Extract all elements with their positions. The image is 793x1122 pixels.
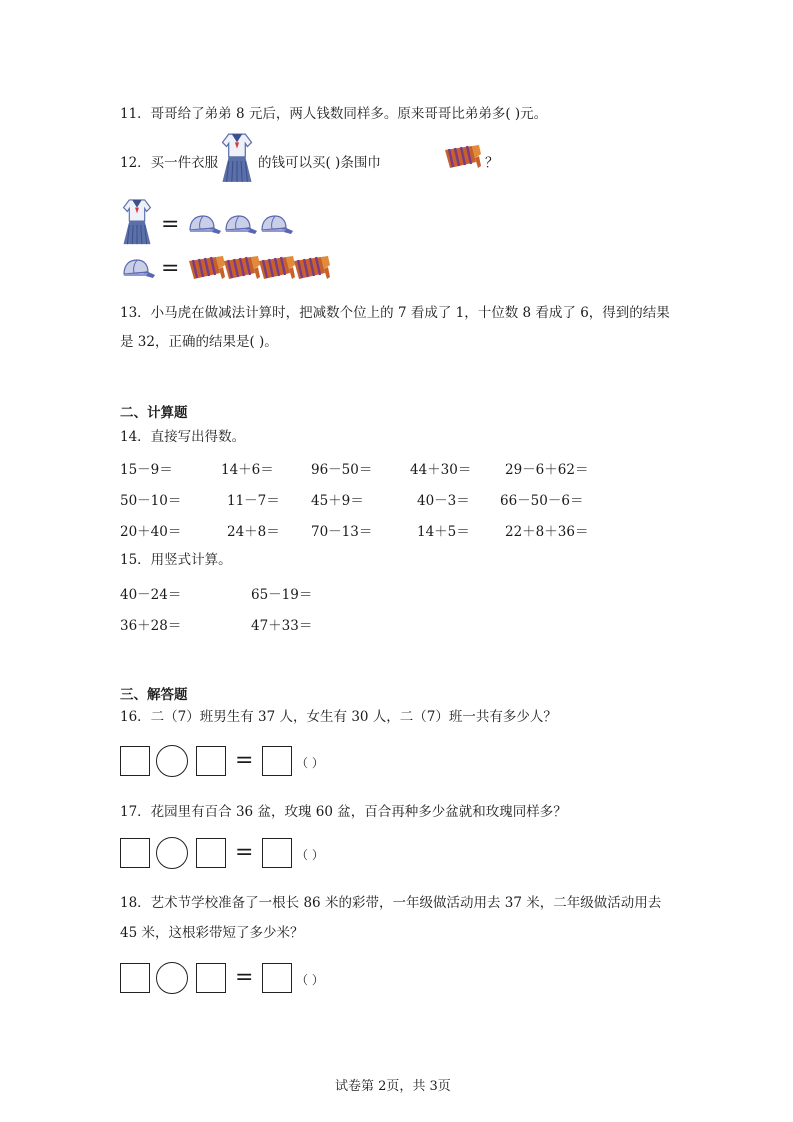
page-footer: 试卷第 2页，共 3页 <box>335 1079 451 1094</box>
result-box[interactable] <box>262 838 292 868</box>
answer-box[interactable] <box>120 963 150 993</box>
question-18-line-1: 18．艺术节学校准备了一根长 86 米的彩带，一年级做活动用去 37 米，二年级做活动用去 <box>120 895 662 911</box>
scarf-icon <box>442 144 482 170</box>
answer-box[interactable] <box>196 746 226 776</box>
equals-sign: = <box>235 748 254 773</box>
exercise: 15－9＝ <box>120 462 173 478</box>
exercise: 22＋8＋36＝ <box>505 524 589 540</box>
question-18-line-2: 45 米，这根彩带短了多少米？ <box>120 925 304 941</box>
question-12-part-3: ？ <box>485 155 499 171</box>
exercise: 29－6＋62＝ <box>505 462 589 478</box>
question-17: 17．花园里有百合 36 盆，玫瑰 60 盆，百合再种多少盆就和玫瑰同样多？ <box>120 804 567 820</box>
question-15: 15．用竖式计算。 <box>120 552 232 568</box>
exercise: 14＋6＝ <box>221 462 274 478</box>
exercise: 45＋9＝ <box>311 493 364 509</box>
answer-box[interactable] <box>120 746 150 776</box>
unit-parentheses[interactable]: （ ） <box>296 973 324 987</box>
result-box[interactable] <box>262 963 292 993</box>
scarf-icon <box>221 255 261 281</box>
question-13-line-1: 13．小马虎在做减法计算时，把减数个位上的 7 看成了 1，十位数 8 看成了 6，得到的结果 <box>120 305 670 321</box>
question-12-part-2: 的钱可以买( )条围巾 <box>258 155 381 171</box>
exercise: 20＋40＝ <box>120 524 182 540</box>
uniform-icon <box>120 198 154 248</box>
exercise: 11－7＝ <box>227 493 280 509</box>
question-14: 14．直接写出得数。 <box>120 429 246 445</box>
exercise: 66－50－6＝ <box>500 493 584 509</box>
scarf-icon <box>186 255 226 281</box>
question-12-part-1: 12．买一件衣服 <box>120 155 219 171</box>
answer-box[interactable] <box>196 963 226 993</box>
exercise: 14＋5＝ <box>417 524 470 540</box>
exercise: 70－13＝ <box>311 524 373 540</box>
question-11: 11．哥哥给了弟弟 8 元后，两人钱数同样多。原来哥哥比弟弟多( )元。 <box>120 106 548 122</box>
equals-sign: = <box>161 256 180 281</box>
exercise: 44＋30＝ <box>410 462 472 478</box>
exercise: 36＋28＝ <box>120 618 182 634</box>
equals-sign: = <box>161 212 180 237</box>
unit-parentheses[interactable]: （ ） <box>296 848 324 862</box>
exercise: 47＋33＝ <box>251 618 313 634</box>
section-3-heading: 三、解答题 <box>120 687 188 703</box>
scarf-icon <box>291 255 331 281</box>
equals-sign: = <box>235 965 254 990</box>
scarf-icon <box>256 255 296 281</box>
question-13-line-2: 是 32，正确的结果是( )。 <box>120 334 278 350</box>
exercise: 96－50＝ <box>311 462 373 478</box>
exercise: 50－10＝ <box>120 493 182 509</box>
exercise: 40－24＝ <box>120 587 182 603</box>
operator-circle[interactable] <box>156 745 188 777</box>
result-box[interactable] <box>262 746 292 776</box>
cap-icon <box>186 214 222 236</box>
section-2-heading: 二、计算题 <box>120 405 188 421</box>
equals-sign: = <box>235 840 254 865</box>
exercise: 24＋8＝ <box>227 524 280 540</box>
answer-box[interactable] <box>196 838 226 868</box>
cap-icon <box>120 258 156 280</box>
unit-parentheses[interactable]: （ ） <box>296 756 324 770</box>
question-16: 16．二（7）班男生有 37 人，女生有 30 人，二（7）班一共有多少人？ <box>120 709 557 725</box>
operator-circle[interactable] <box>156 837 188 869</box>
uniform-icon <box>220 132 254 186</box>
exercise: 40－3＝ <box>417 493 470 509</box>
cap-icon <box>258 214 294 236</box>
answer-box[interactable] <box>120 838 150 868</box>
cap-icon <box>222 214 258 236</box>
exercise: 65－19＝ <box>251 587 313 603</box>
operator-circle[interactable] <box>156 962 188 994</box>
